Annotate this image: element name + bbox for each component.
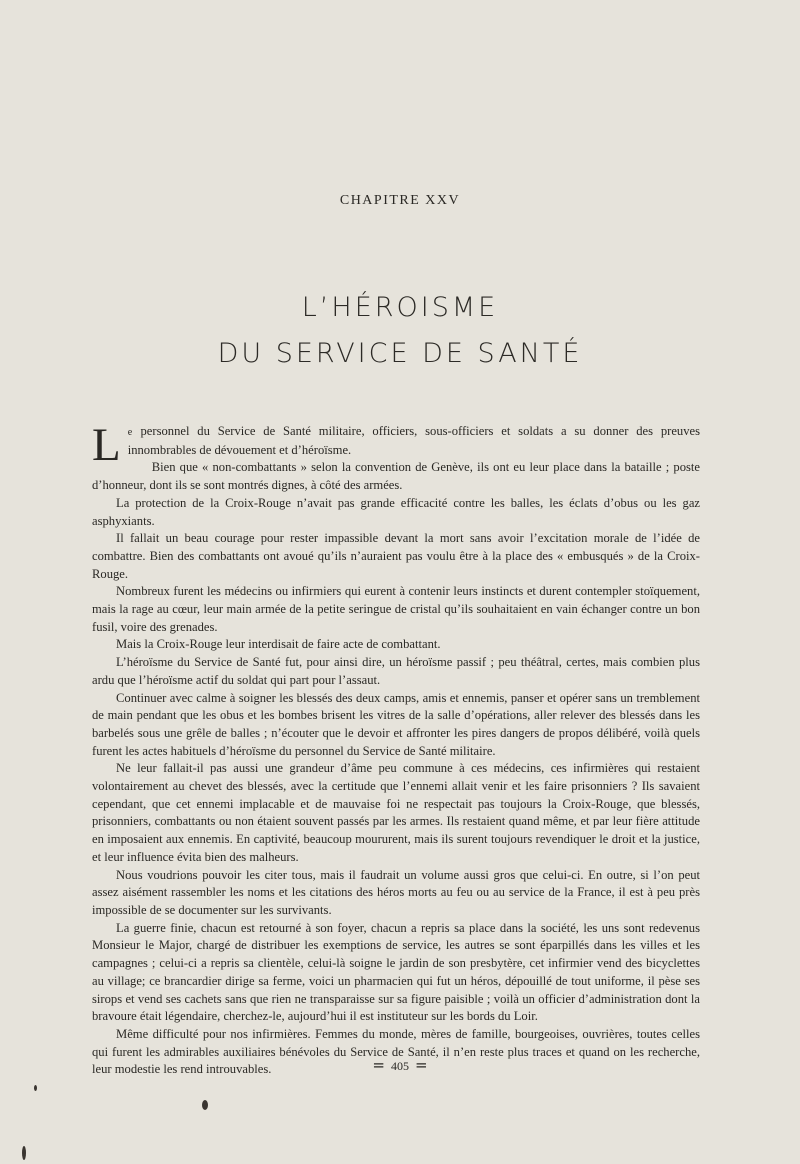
paragraph: La guerre finie, chacun est retourné à son foyer, chacun a repris sa place dans la société, les uns sont redevenus Monsieur le Major, chargé de distribuer les exemptions de service, les autres se sont éparpillés dans les villes et les campagnes ; celui-ci a repris sa clientèle, celui-là soigne le jardin de son presbytère, cet infirmier vend des bicyclettes au village; ce brancardier dirige sa ferme, voici un pharmacien qui fut un héros, dépouillé de tout uniforme, il pèse ses sirops et vend ses cachets sans que rien ne transparaisse sur sa figure paisible ; voilà un officier d’administration dont la bravoure était légendaire, cherchez-le, aujourd’hui il est instituteur sur les bords du Loir. [92,920,700,1024]
paragraph: Mais la Croix-Rouge leur interdisait de faire acte de combattant. [116,637,441,652]
paragraph: Bien que « non-combattants » selon la convention de Genève, ils ont eu leur place dans la bataille ; poste d’honneur, dont ils se sont montrés dignes, à côté des armées. [92,460,700,493]
first-paragraph-text: personnel du Service de Santé militaire, officiers, sous-officiers et soldats a su donner des preuves innombrables de dévouement et d’héroïsme. [127,424,700,457]
folio-ornament-right: = [415,1056,428,1074]
folio-ornament-left: = [372,1056,385,1074]
paragraph: L’héroïsme du Service de Santé fut, pour ainsi dire, un héroïsme passif ; peu théâtral, certes, mais combien plus ardu que l’héroïsme actif du soldat qui part pour l’assaut. [92,655,700,687]
paragraph: Il fallait un beau courage pour rester impassible devant la mort sans avoir l’excitation morale de l’idée de combattre. Bien des combattants ont avoué qu’ils n’auraient pas voulu être à la place des « embusqués » de la Croix-Rouge. [92,531,700,581]
scan-speck [202,1100,208,1110]
drop-cap: L [92,419,121,471]
page-folio [0,1056,800,1074]
paragraph: Ne leur fallait-il pas aussi une grandeur d’âme peu commune à ces médecins, ces infirmières qui restaient volontairement au chevet des blessés, avec la certitude que l’ennemi allait venir et les faire prisonniers ? Ils savaient cependant, que cet ennemi implacable et de mauvaise foi ne respectait pas toujours la Croix-Rouge, que blessés, prisonniers, combattants ou non étaient souvent passés par les armes. Ils restaient quand même, et par leur fière attitude en imposaient aux ennemis. En captivité, beaucoup moururent, mais ils surent toujours revendiquer le droit et la justice, et leur influence évita bien des malheurs. [92,761,700,864]
page-number: 405 [391,1059,409,1073]
title-line-2: DU SERVICE DE SANTÉ [217,338,583,369]
paragraph: Nombreux furent les médecins ou infirmiers qui eurent à contenir leurs instincts et durent contempler stoïquement, mais la rage au cœur, leur main armée de la petite seringue de cristal qu’ils souhaitaient en vain échanger contre un bon fusil, voire des grenades. [92,584,700,634]
paragraph: La protection de la Croix-Rouge n’avait pas grande efficacité contre les balles, les éclats d’obus ou les gaz asphyxiants. [92,495,700,528]
chapter-heading: CHAPITRE XXV [339,193,461,208]
paragraph: Continuer avec calme à soigner les blessés des deux camps, amis et ennemis, panser et opérer sans un tremblement de main pendant que les obus et les bombes brisent les vitres de la salle d’opérations, aller relever des blessés dans les barbelés sous une grêle de balles ; n’écouter que le devoir et affronter les pires dangers de propos délibéré, voilà quels furent les actes habituels d’héroïsme du personnel du Service de Santé militaire. [92,690,700,758]
paragraph: Même difficulté pour nos infirmières. Femmes du monde, mères de famille, bourgeoises, ouvrières, toutes celles qui furent les admirables auxiliaires bénévoles du Service de Santé, il n’en reste plus traces et quand on les recherche, leur modestie les rend introuvables. [92,1026,700,1077]
first-paragraph [92,419,700,471]
scan-speck [22,1146,26,1160]
title-line-1: L’HÉROISME [301,292,499,323]
paragraph: Nous voudrions pouvoir les citer tous, mais il faudrait un volume aussi gros que celui-ci. En outre, si l’on peut assez aisément rassembler les noms et les citations des héros morts au feu ou au service de la France, il est à peu près impossible de se documenter sur les survivants. [92,867,700,917]
first-paragraph-smallcaps: e [127,427,133,438]
scan-speck [34,1085,37,1091]
chapter-body [92,419,700,1079]
